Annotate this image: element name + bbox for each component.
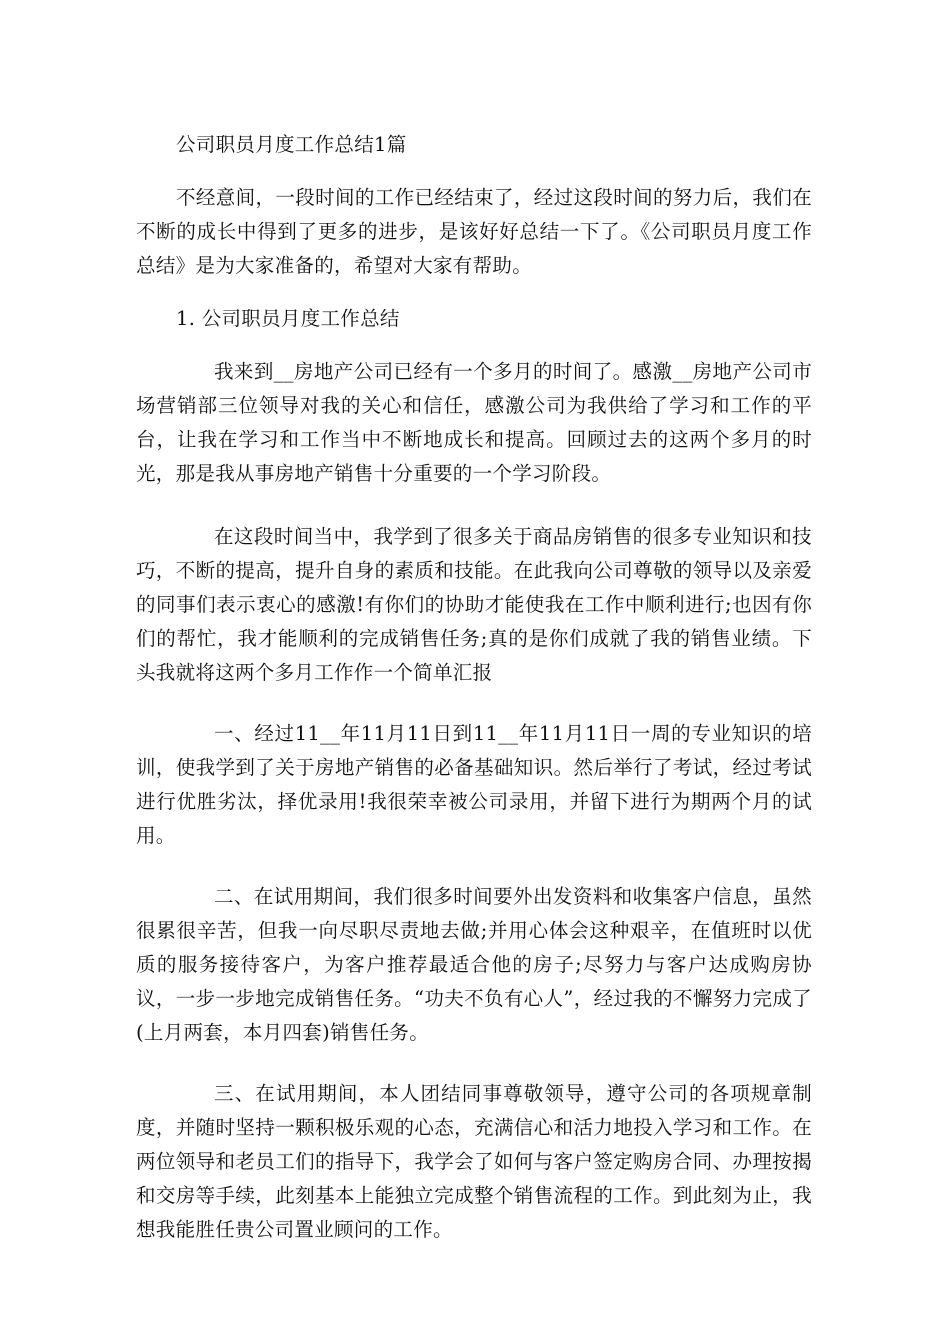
intro-paragraph: 不经意间，一段时间的工作已经结束了，经过这段时间的努力后，我们在不断的成长中得到了更多的进步，是该好好总结一下了。《公司职员月度工作总结》是为大家准备的，希望对大家有帮助。 [136, 186, 812, 277]
body-paragraph-3: 一、经过11__年11月11日到11__年11月11日一周的专业知识的培训，使我学到了关于房地产销售的必备基础知识。然后举行了考试，经过考试进行优胜劣汰，择优录用!我很荣幸被公司录用，并留下进行为期两个月的试用。 [136, 722, 812, 847]
body-paragraph-2: 在这段时间当中，我学到了很多关于商品房销售的很多专业知识和技巧，不断的提高，提升自身的素质和技能。在此我向公司尊敬的领导以及亲爱的同事们表示衷心的感激!有你们的协助才能使我在工作中顺利进行;也因有你们的帮忙，我才能顺利的完成销售任务;真的是你们成就了我的销售业绩。下头我就将这两个多月工作作一个简单汇报 [136, 525, 812, 684]
document-body [136, 128, 812, 1247]
document-title: 公司职员月度工作总结1篇 [176, 133, 407, 156]
body-paragraph-5: 三、在试用期间，本人团结同事尊敬领导，遵守公司的各项规章制度，并随时坚持一颗积极乐观的心态，充满信心和活力地投入学习和工作。在两位领导和老员工们的指导下，我学会了如何与客户签定购房合同、办理按揭和交房等手续，此刻基本上能独立完成整个销售流程的工作。到此刻为止，我想我能胜任贵公司置业顾问的工作。 [136, 1082, 812, 1241]
body-paragraph-4: 二、在试用期间，我们很多时间要外出发资料和收集客户信息，虽然很累很辛苦，但我一向尽职尽责地去做;并用心体会这种艰辛，在值班时以优质的服务接待客户，为客户推荐最适合他的房子;尽努力与客户达成购房协议，一步一步地完成销售任务。“功夫不负有心人”，经过我的不懈努力完成了(上月两套，本月四套)销售任务。 [136, 885, 812, 1044]
body-paragraph-1: 我来到__房地产公司已经有一个多月的时间了。感激__房地产公司市场营销部三位领导对我的关心和信任，感激公司为我供给了学习和工作的平台，让我在学习和工作当中不断地成长和提高。回顾过去的这两个多月的时光，那是我从事房地产销售十分重要的一个学习阶段。 [136, 360, 812, 485]
section-heading: 1. 公司职员月度工作总结 [176, 307, 400, 330]
